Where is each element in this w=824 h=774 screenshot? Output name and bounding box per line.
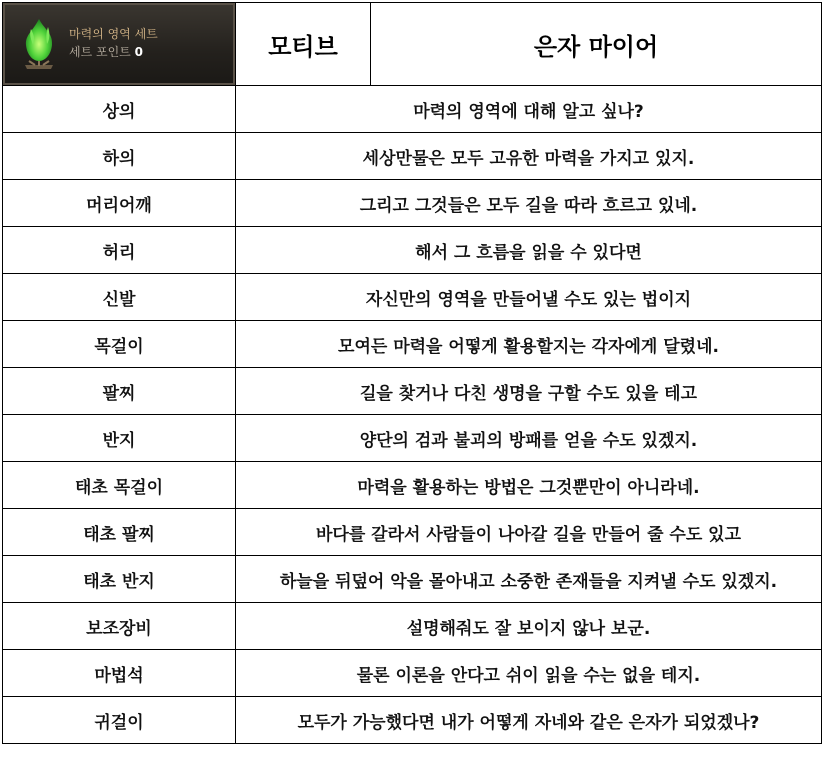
set-points-value: 0 [134,45,143,59]
set-points [69,43,143,60]
equipment-slot-cell: 허리 [3,227,236,274]
dialogue-line-cell: 길을 찾거나 다친 생명을 구할 수도 있을 테고 [236,368,822,415]
dialogue-line-cell: 모여든 마력을 어떻게 활용할지는 각자에게 달렸네. [236,321,822,368]
table-row [3,462,822,509]
dialogue-line-cell: 하늘을 뒤덮어 악을 몰아내고 소중한 존재들을 지켜낼 수도 있겠지. [236,556,822,603]
equipment-slot-cell: 태초 목걸이 [3,462,236,509]
green-flame-icon [17,17,61,71]
set-name: 마력의 영역 세트 [69,27,158,41]
equipment-slot-cell: 머리어깨 [3,180,236,227]
equipment-slot-cell: 귀걸이 [3,697,236,744]
table-row [3,603,822,650]
equipment-slot-cell: 마법석 [3,650,236,697]
table-row [3,133,822,180]
equipment-slot-cell: 목걸이 [3,321,236,368]
table-row [3,650,822,697]
motif-table [2,2,822,744]
header-row [3,3,822,86]
equipment-slot-cell: 반지 [3,415,236,462]
table-row [3,180,822,227]
equipment-slot-cell: 보조장비 [3,603,236,650]
equipment-slot-cell: 하의 [3,133,236,180]
dialogue-line-cell: 마력의 영역에 대해 알고 싶나? [236,86,822,133]
set-banner [3,3,236,86]
table-row [3,509,822,556]
dialogue-line-cell: 모두가 가능했다면 내가 어떻게 자네와 같은 은자가 되었겠나? [236,697,822,744]
dialogue-line-cell: 그리고 그것들은 모두 길을 따라 흐르고 있네. [236,180,822,227]
set-banner-box [3,3,235,85]
dialogue-line-cell: 해서 그 흐름을 읽을 수 있다면 [236,227,822,274]
dialogue-line-cell: 바다를 갈라서 사람들이 나아갈 길을 만들어 줄 수도 있고 [236,509,822,556]
dialogue-line-cell: 자신만의 영역을 만들어낼 수도 있는 법이지 [236,274,822,321]
table-row [3,368,822,415]
equipment-slot-cell: 태초 반지 [3,556,236,603]
equipment-slot-cell: 태초 팔찌 [3,509,236,556]
table-row [3,415,822,462]
dialogue-line-cell: 마력을 활용하는 방법은 그것뿐만이 아니라네. [236,462,822,509]
equipment-slot-cell: 상의 [3,86,236,133]
table-row [3,274,822,321]
header-motif-label: 모티브 [268,32,338,61]
set-points-label: 세트 포인트 [69,45,131,59]
dialogue-line-cell: 세상만물은 모두 고유한 마력을 가지고 있지. [236,133,822,180]
table-row [3,697,822,744]
equipment-slot-cell: 팔찌 [3,368,236,415]
header-npc-name: 은자 마이어 [533,32,659,61]
equipment-slot-cell: 신발 [3,274,236,321]
header-motif [236,3,371,86]
table-row [3,86,822,133]
table-row [3,321,822,368]
dialogue-line-cell: 물론 이론을 안다고 쉬이 읽을 수는 없을 테지. [236,650,822,697]
header-npc [371,3,822,86]
table-row [3,556,822,603]
dialogue-line-cell: 양단의 검과 불괴의 방패를 얻을 수도 있겠지. [236,415,822,462]
dialogue-line-cell: 설명해줘도 잘 보이지 않나 보군. [236,603,822,650]
table-row [3,227,822,274]
